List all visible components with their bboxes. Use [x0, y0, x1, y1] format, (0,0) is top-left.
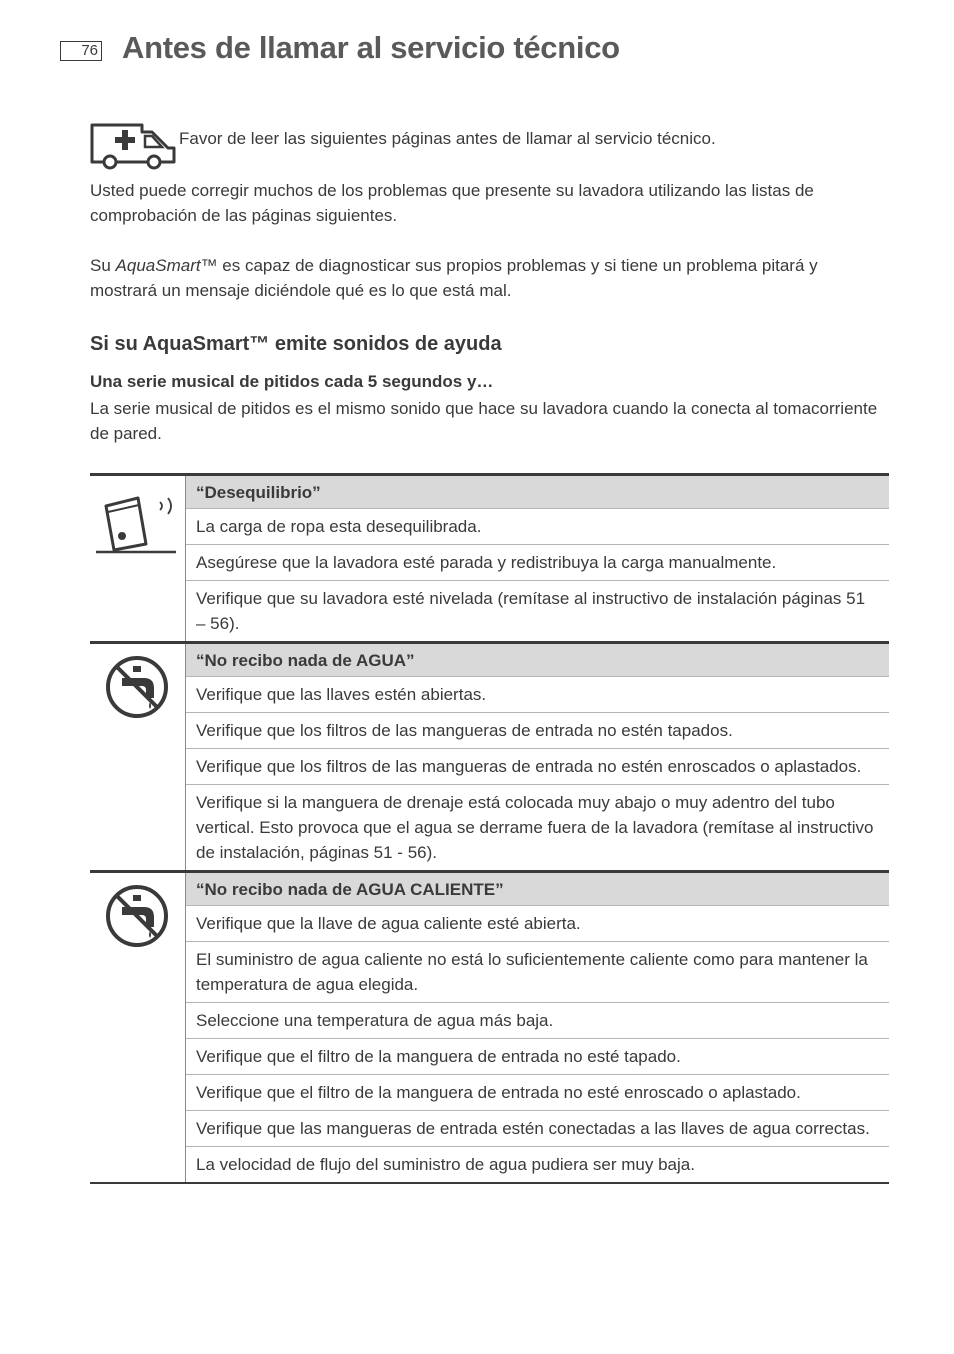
page-title: Antes de llamar al servicio técnico [122, 30, 620, 65]
table-row [90, 677, 889, 713]
table-row [90, 1039, 889, 1075]
table-row [90, 475, 889, 509]
no-water-icon [104, 654, 170, 720]
table-row [90, 1111, 889, 1147]
table-cell: Verifique que el filtro de la manguera de entrada no esté tapado. [186, 1039, 890, 1075]
intro-paragraph: Usted puede corregir muchos de los problemas que presente su lavadora utilizando las listas de comprobación de las páginas siguientes. [90, 181, 814, 225]
diagnostics-paragraph [90, 253, 880, 303]
sub-paragraph: La serie musical de pitidos es el mismo sonido que hace su lavadora cuando la conecta al tomacorriente de pared. [90, 399, 878, 443]
group-heading: “No recibo nada de AGUA” [186, 643, 890, 677]
table-row [90, 1003, 889, 1039]
table-row [90, 545, 889, 581]
diagnostics-text-prefix: Su [90, 256, 116, 275]
table-row [90, 713, 889, 749]
icon-cell [90, 872, 186, 1184]
icon-cell [90, 643, 186, 872]
table-row [90, 749, 889, 785]
brand-name: AquaSmart™ [115, 256, 218, 275]
group-heading: “No recibo nada de AGUA CALIENTE” [186, 872, 890, 906]
table-row [90, 942, 889, 1003]
table-row [90, 1075, 889, 1111]
table-cell: Asegúrese que la lavadora esté parada y redistribuya la carga manualmente. [186, 545, 890, 581]
table-cell: Verifique que los filtros de las mangueras de entrada no estén tapados. [186, 713, 890, 749]
sub-heading: Una serie musical de pitidos cada 5 segundos y… [90, 372, 494, 391]
table-row [90, 785, 889, 872]
table-cell: Verifique si la manguera de drenaje está colocada muy abajo o muy adentro del tubo vertical. Esto provoca que el agua se derrame fuera de la lavadora (remítase al instructivo de instalación, páginas 51 - 56). [186, 785, 890, 872]
table-cell: Verifique que los filtros de las mangueras de entrada no estén enroscados o aplastados. [186, 749, 890, 785]
intro-text: Favor de leer las siguientes páginas antes de llamar al servicio técnico. [179, 129, 716, 148]
table-cell: El suministro de agua caliente no está lo suficientemente caliente como para mantener la temperatura de agua elegida. [186, 942, 890, 1003]
unbalanced-load-icon [96, 486, 178, 554]
table-row [90, 509, 889, 545]
icon-cell [90, 475, 186, 643]
table-row [90, 906, 889, 942]
ambulance-icon [90, 122, 176, 170]
table-cell: Verifique que su lavadora esté nivelada (remítase al instructivo de instalación páginas 51 – 56). [186, 581, 890, 643]
section-heading: Si su AquaSmart™ emite sonidos de ayuda [90, 333, 502, 355]
table-cell: Verifique que el filtro de la manguera de entrada no esté enroscado o aplastado. [186, 1075, 890, 1111]
table-cell: Verifique que la llave de agua caliente esté abierta. [186, 906, 890, 942]
diagnostics-text-suffix: es capaz de diagnosticar sus propios problemas y si tiene un problema pitará y mostrará un mensaje diciéndole qué es lo que está mal. [90, 256, 818, 300]
no-hot-water-icon [104, 883, 170, 949]
table-cell: La velocidad de flujo del suministro de agua pudiera ser muy baja. [186, 1147, 890, 1184]
page-number: 76 [60, 41, 102, 61]
table-cell: Verifique que las mangueras de entrada estén conectadas a las llaves de agua correctas. [186, 1111, 890, 1147]
table-row [90, 1147, 889, 1184]
group-heading: “Desequilibrio” [186, 475, 890, 509]
troubleshooting-table [90, 473, 889, 1184]
table-cell: Verifique que las llaves estén abiertas. [186, 677, 890, 713]
table-row [90, 643, 889, 677]
table-row [90, 581, 889, 643]
table-cell: Seleccione una temperatura de agua más baja. [186, 1003, 890, 1039]
table-cell: La carga de ropa esta desequilibrada. [186, 509, 890, 545]
table-row [90, 872, 889, 906]
